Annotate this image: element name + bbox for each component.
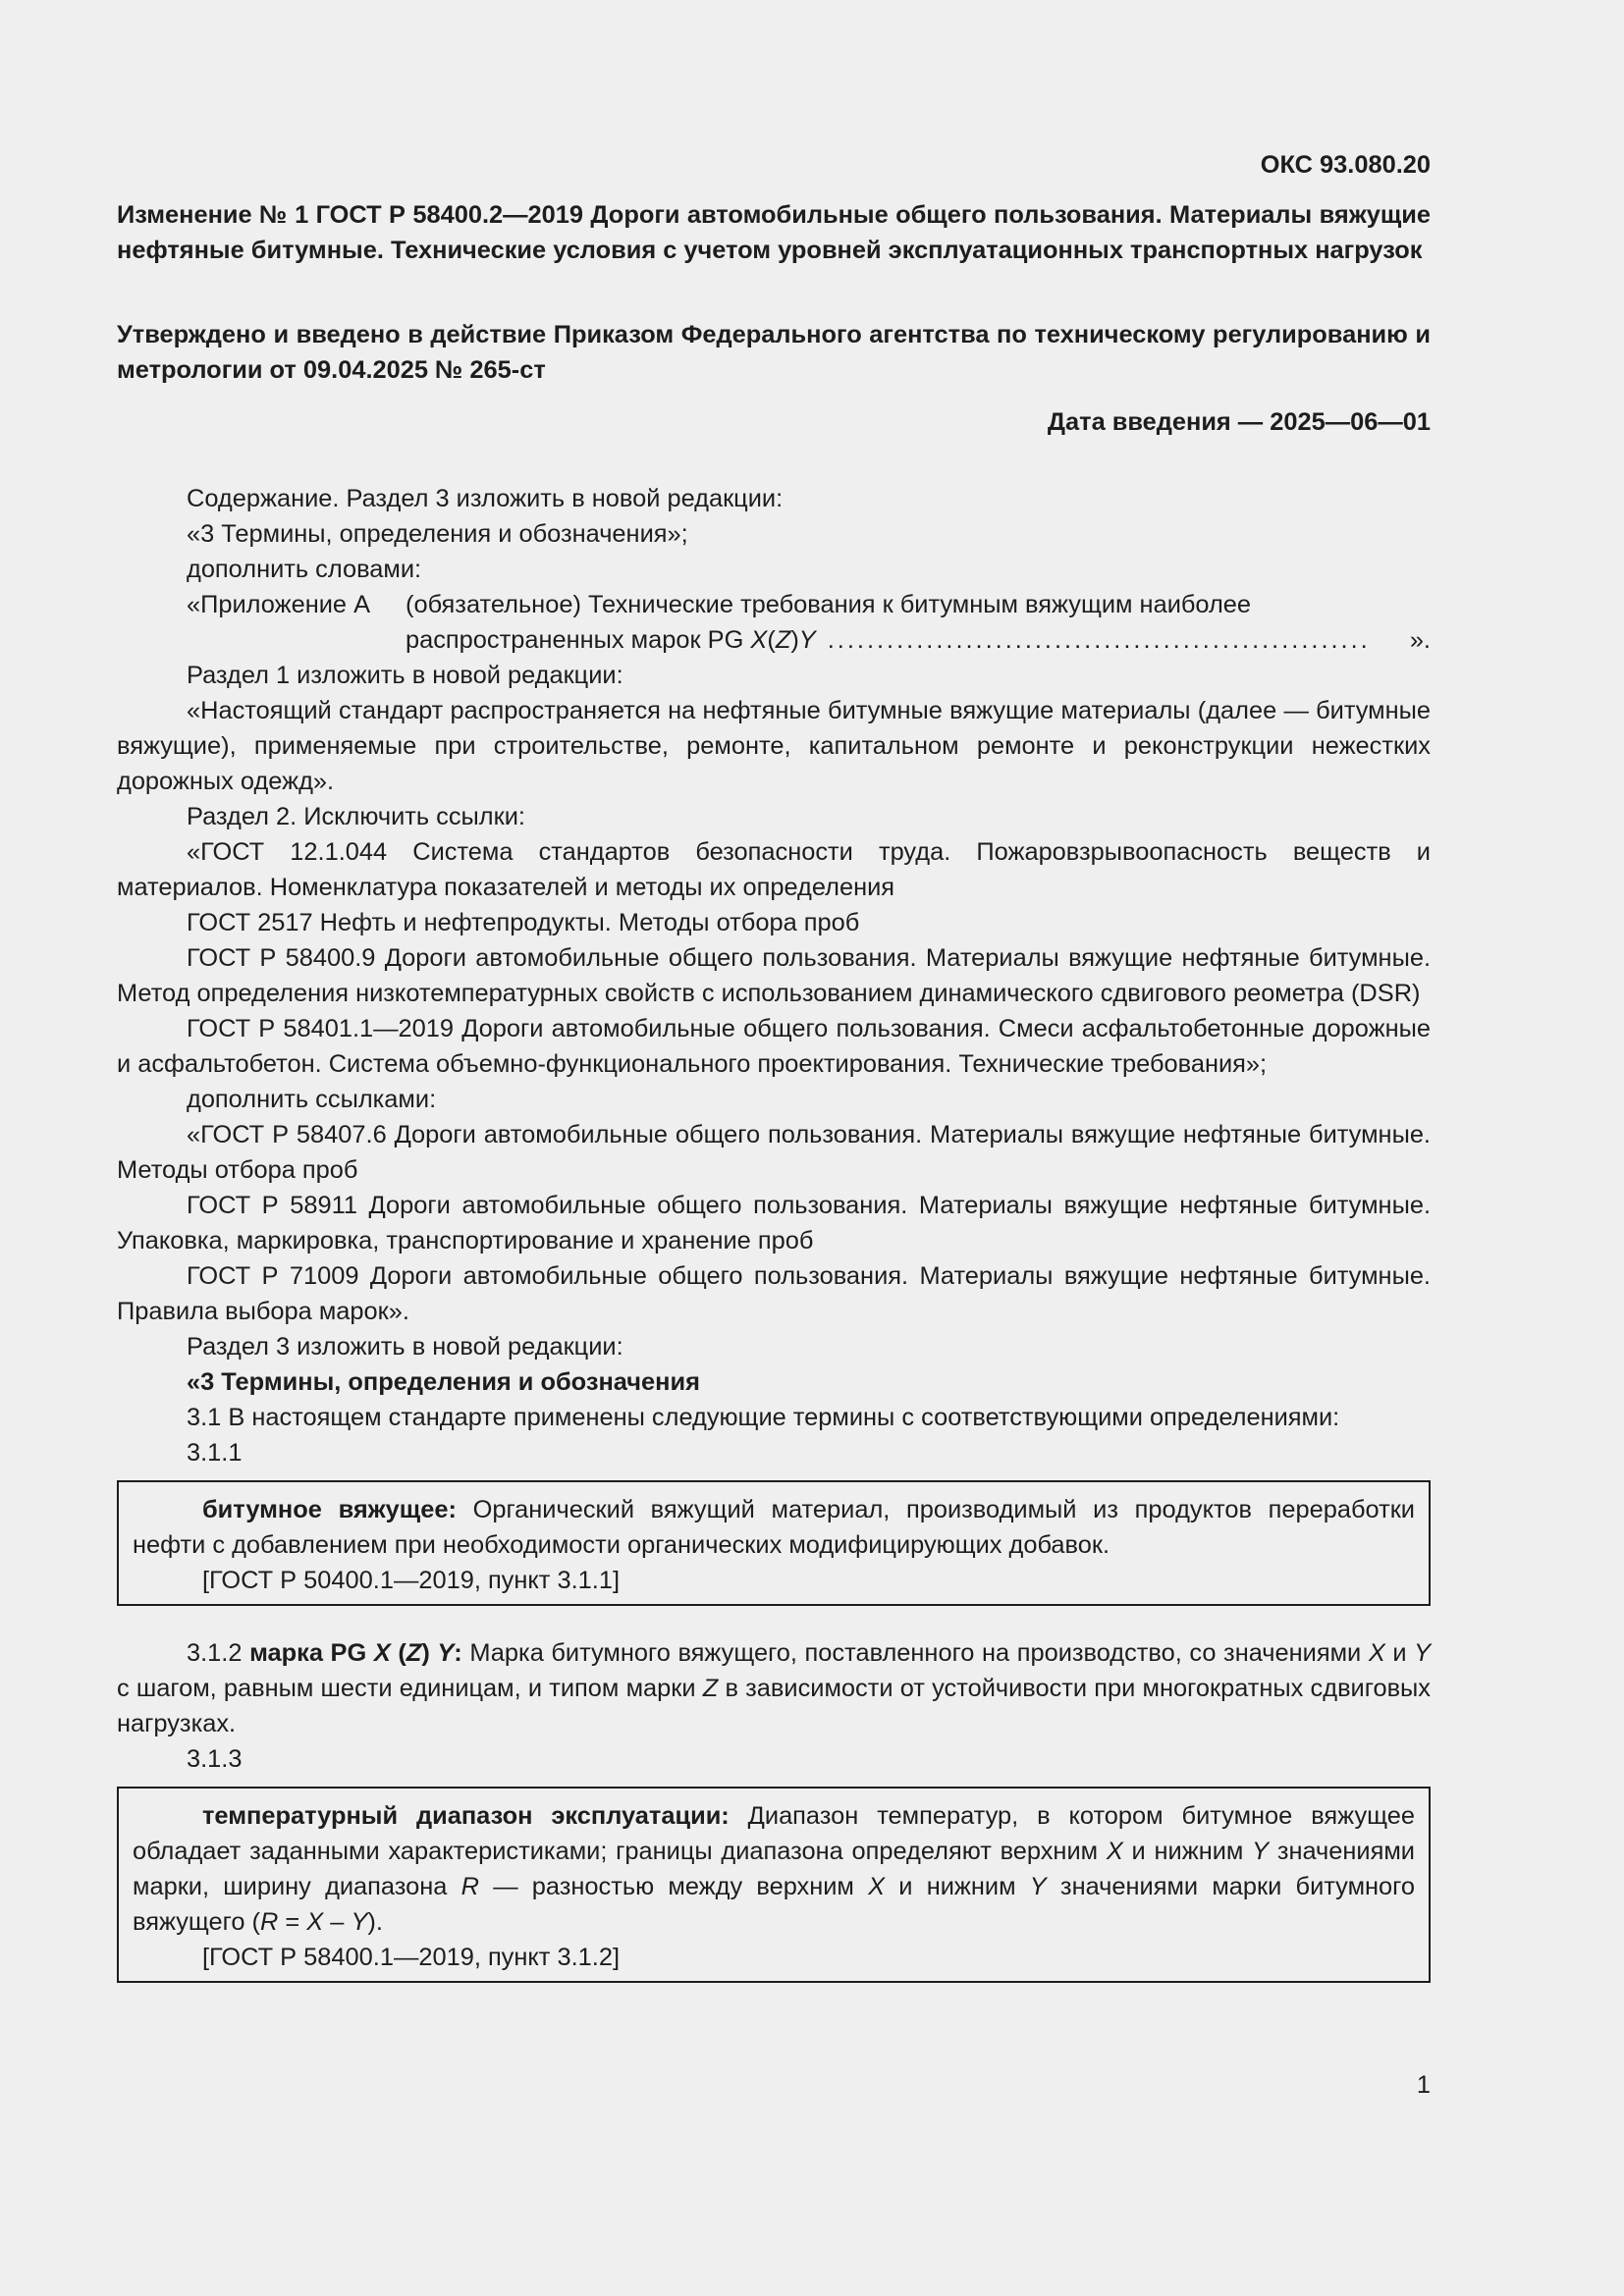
definition-part: в зависимости от устойчивости при многократных сдвиговых нагрузках. — [117, 1675, 1431, 1737]
var-y: Y — [437, 1639, 455, 1667]
var-x: X — [373, 1639, 391, 1667]
toc-leader-dots: ....................................................... — [827, 626, 1371, 654]
paragraph: «Настоящий стандарт распространяется на нефтяные битумные вяжущие материалы (далее — битумные вяжущие), применяемые при строительстве, ремонте, капитальном ремонте и реконструкции нежестких дорожных одежд». — [117, 697, 1431, 795]
definition-part: значениями марки битумного вяжущего ( — [133, 1873, 1416, 1936]
paragraph: 3.1 В настоящем стандарте применены следующие термины с соответствующими определениями: — [187, 1404, 1340, 1431]
term: битумное вяжущее: — [202, 1496, 457, 1523]
term-part: марка PG — [249, 1639, 374, 1667]
introduction-date: Дата введения — 2025—06—01 — [1047, 408, 1431, 436]
document-body — [117, 481, 1431, 1983]
definition-part: и нижним — [1122, 1838, 1253, 1865]
var-x: X — [306, 1908, 324, 1936]
paragraph: ГОСТ Р 58400.9 Дороги автомобильные общего пользования. Материалы вяжущие нефтяные битумные. Метод определения низкотемпературных свойств с использованием динамического сдвигового реометра (DSR) — [117, 944, 1431, 1007]
var-x: X — [868, 1873, 886, 1900]
definition-part: = — [278, 1908, 307, 1936]
var-y: Y — [351, 1908, 368, 1936]
definition-part: значениями марки, ширину диапазона — [133, 1838, 1415, 1900]
paragraph: Раздел 1 изложить в новой редакции: — [187, 662, 623, 689]
toc-text-part: ( — [767, 626, 776, 654]
toc-line: (обязательное) Технические требования к битумным вяжущим наиболее — [406, 591, 1252, 618]
term-definition — [133, 1798, 1415, 1940]
term-number: 3.1.2 — [187, 1639, 250, 1667]
section-heading: «3 Термины, определения и обозначения — [187, 1368, 700, 1396]
paragraph: ГОСТ Р 58911 Дороги автомобильные общего пользования. Материалы вяжущие нефтяные битумные. Упаковка, маркировка, транспортирование и хранение проб — [117, 1192, 1431, 1255]
paragraph: ГОСТ 2517 Нефть и нефтепродукты. Методы отбора проб — [187, 909, 860, 936]
paragraph: «3 Термины, определения и обозначения»; — [187, 520, 688, 548]
var-y: Y — [1029, 1873, 1047, 1900]
term-definition-box — [117, 1480, 1431, 1606]
paragraph: ГОСТ Р 71009 Дороги автомобильные общего пользования. Материалы вяжущие нефтяные битумные. Правила выбора марок». — [117, 1262, 1431, 1325]
var-z: Z — [702, 1675, 719, 1702]
definition-part: — разностью между верхним — [478, 1873, 869, 1900]
definition: Органический вяжущий материал, производимый из продуктов переработки нефти с добавлением при необходимости органических модифицирующих добавок. — [133, 1496, 1415, 1559]
var-r: R — [259, 1908, 279, 1936]
toc-line — [406, 622, 1431, 658]
page-number: 1 — [1416, 2071, 1431, 2099]
definition-part: Диапазон температур, в котором битумное вяжущее обладает заданными характеристиками; границы диапазона определяют верхним — [133, 1802, 1415, 1865]
definition-part: и нижним — [885, 1873, 1030, 1900]
var-y: Y — [798, 626, 816, 654]
definition-part: и — [1384, 1639, 1415, 1667]
toc-text — [406, 622, 816, 658]
var-y: Y — [1414, 1639, 1432, 1667]
term-definition — [133, 1492, 1415, 1563]
definition-part: ). — [367, 1908, 383, 1936]
definition-part: – — [323, 1908, 352, 1936]
paragraph: дополнить ссылками: — [187, 1086, 437, 1113]
term — [249, 1639, 462, 1667]
definition-part: с шагом, равным шести единицам, и типом марки — [117, 1675, 703, 1702]
definition-part: Марка битумного вяжущего, поставленного на производство, со значениями — [461, 1639, 1369, 1667]
term-reference: [ГОСТ Р 58400.1—2019, пункт 3.1.2] — [202, 1944, 621, 1971]
toc-body — [406, 587, 1431, 658]
term-number: 3.1.1 — [187, 1439, 243, 1467]
paragraph: дополнить словами: — [187, 556, 422, 583]
term-part: ( — [390, 1639, 406, 1667]
var-z: Z — [775, 626, 791, 654]
var-z: Z — [406, 1639, 422, 1667]
paragraph: Раздел 2. Исключить ссылки: — [187, 803, 525, 830]
var-y: Y — [1252, 1838, 1270, 1865]
toc-text-part: распространенных марок PG — [406, 626, 751, 654]
amendment-title: Изменение № 1 ГОСТ Р 58400.2—2019 Дороги автомобильные общего пользования. Материалы вяжущие нефтяные битумные. Технические условия с учетом уровней эксплуатационных транспортных нагрузок — [117, 201, 1431, 264]
term-reference: [ГОСТ Р 50400.1—2019, пункт 3.1.1] — [202, 1567, 621, 1594]
approval-statement: Утверждено и введено в действие Приказом Федерального агентства по техническому регулированию и метрологии от 09.04.2025 № 265-ст — [117, 321, 1431, 384]
toc-lead: «Приложение А — [187, 591, 371, 618]
paragraph: ГОСТ Р 58401.1—2019 Дороги автомобильные общего пользования. Смеси асфальтобетонные дорожные и асфальтобетон. Система объемно-функционального проектирования. Технические требования»; — [117, 1015, 1431, 1078]
var-x: X — [1368, 1639, 1385, 1667]
toc-end: ». — [1409, 626, 1431, 654]
oks-code: ОКС 93.080.20 — [1260, 151, 1431, 179]
var-x: X — [750, 626, 768, 654]
paragraph: Раздел 3 изложить в новой редакции: — [187, 1333, 623, 1361]
paragraph: Содержание. Раздел 3 изложить в новой редакции: — [187, 485, 784, 512]
term-definition-box — [117, 1787, 1431, 1983]
term: температурный диапазон эксплуатации: — [202, 1802, 730, 1830]
paragraph: «ГОСТ Р 58407.6 Дороги автомобильные общего пользования. Материалы вяжущие нефтяные битумные. Методы отбора проб — [117, 1121, 1431, 1184]
toc-entry-appendix-a — [117, 587, 1431, 658]
term-definition-312 — [117, 1635, 1431, 1741]
paragraph: «ГОСТ 12.1.044 Система стандартов безопасности труда. Пожаровзрывоопасность веществ и материалов. Номенклатура показателей и методы их определения — [117, 838, 1431, 901]
term-part: ) — [421, 1639, 438, 1667]
term-number: 3.1.3 — [187, 1745, 243, 1773]
term-part: : — [454, 1639, 462, 1667]
toc-text-part: ) — [790, 626, 799, 654]
var-x: X — [1106, 1838, 1123, 1865]
var-r: R — [460, 1873, 479, 1900]
